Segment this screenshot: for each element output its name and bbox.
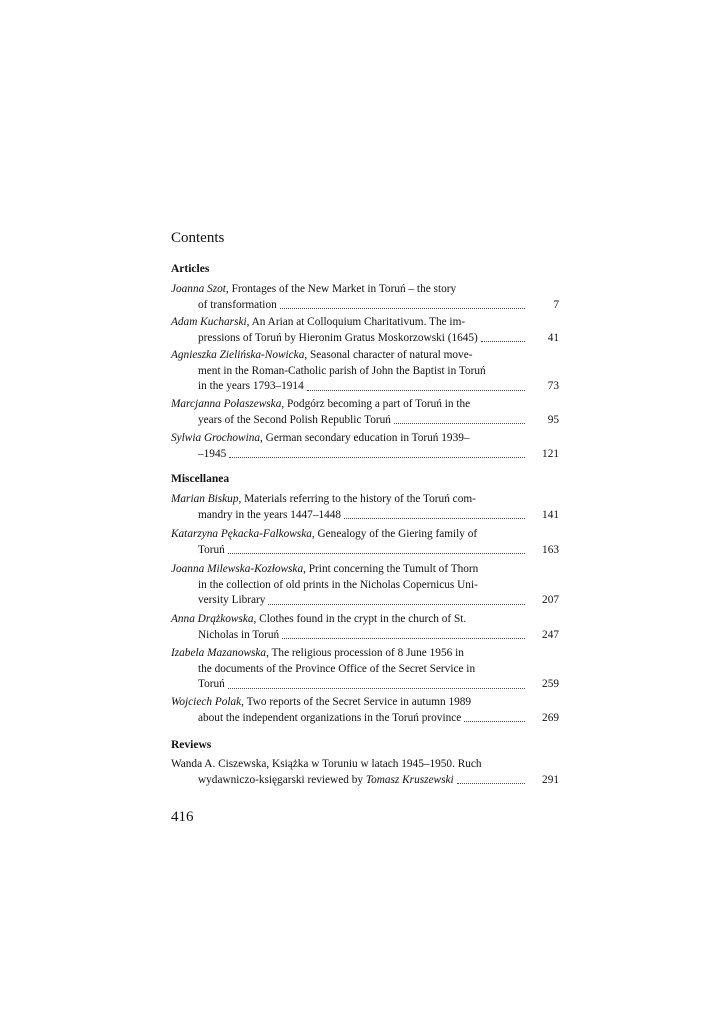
leader-dots [268, 604, 525, 605]
entry-line-last [171, 413, 559, 429]
entry-text-part: , An Arian at Colloquium Charitativum. The im- [246, 316, 466, 328]
entry-text [171, 283, 456, 295]
entry-line [171, 315, 559, 331]
entry-text-part: wydawniczo-księgarski reviewed by [198, 773, 366, 786]
entry-line-last [171, 773, 559, 789]
toc-entry [171, 562, 559, 609]
entry-author: Wojciech Polak [171, 696, 242, 708]
entry-text-part: versity Library [198, 594, 266, 606]
entry-author: Marcjanna Połaszewska [171, 398, 282, 410]
entry-author: Tomasz Kruszewski [365, 773, 454, 786]
entry-page-number: 95 [547, 413, 559, 426]
entry-page-number: 7 [553, 298, 559, 311]
entry-line [171, 364, 559, 380]
entry-text [198, 543, 225, 559]
entry-line-last [171, 543, 559, 559]
entry-text [171, 316, 465, 328]
entry-line-last [171, 447, 559, 463]
entry-text-part: Nicholas in Toruń [198, 628, 280, 641]
entry-text [171, 349, 472, 361]
toc-entry [171, 612, 559, 643]
entry-text [198, 508, 341, 524]
entry-text [171, 696, 471, 708]
entry-text-part: in the collection of old prints in the Nicholas Copernicus Uni- [198, 578, 478, 591]
toc-entry [171, 757, 559, 788]
entry-page-number: 259 [542, 678, 559, 690]
entry-text-part: pressions of Toruń by Hieronim Gratus Moskorzowski (1645) [198, 331, 478, 344]
entry-text-part: , Seasonal character of natural move- [304, 349, 473, 361]
entry-text [171, 493, 476, 505]
entry-author: Sylwia Grochowina [171, 432, 261, 444]
entry-line [171, 662, 559, 678]
toc-entry [171, 397, 559, 428]
entry-author: Anna Drążkowska [171, 613, 254, 625]
section-heading-articles: Articles [171, 263, 210, 275]
leader-dots [481, 341, 525, 342]
entry-author: Joanna Milewska-Kozłowska [171, 563, 304, 575]
entry-text [198, 579, 478, 591]
entry-author: Adam Kucharski [171, 316, 247, 328]
entry-page-number: 207 [542, 594, 559, 606]
entry-line [171, 527, 559, 543]
entry-line: Wanda A. Ciszewska, Książka w Toruniu w latach 1945–1950. Ruch [171, 758, 482, 770]
entry-text-part: , Materials referring to the history of the Toruń com- [238, 493, 476, 505]
entry-author: Joanna Szot [171, 283, 226, 295]
entry-line-last [171, 508, 559, 524]
entry-page-number: 141 [542, 508, 559, 521]
entry-text-part: ment in the Roman-Catholic parish of John the Baptist in Toruń [198, 364, 486, 377]
entry-page-number: 291 [542, 773, 559, 786]
entry-text [198, 365, 486, 377]
leader-dots [282, 638, 525, 639]
entry-author: Marian Biskup [171, 493, 239, 505]
entry-text-part: , Two reports of the Secret Service in autumn 1989 [241, 696, 472, 708]
entry-text-part: Toruń [198, 543, 225, 556]
entry-text [198, 298, 277, 314]
leader-dots [457, 783, 525, 784]
entry-text [171, 563, 478, 575]
leader-dots [344, 518, 525, 519]
entry-author: Agnieszka Zielińska-Nowicka [171, 349, 305, 361]
toc-entry [171, 431, 559, 462]
entry-text-part: of transformation [198, 298, 277, 311]
entry-text [171, 398, 470, 410]
entry-page-number: 73 [547, 380, 559, 392]
entry-text-part: mandry in the years 1447–1448 [198, 508, 342, 521]
entry-line-last [171, 677, 559, 693]
entry-text [198, 379, 304, 395]
entry-line [171, 562, 559, 578]
leader-dots [307, 390, 525, 391]
entry-line [171, 492, 559, 508]
entry-text-part: –1945 [198, 447, 227, 460]
entry-page-number: 269 [542, 711, 559, 724]
entry-text [198, 773, 454, 789]
section-heading-miscellanea: Miscellanea [171, 473, 230, 485]
page-number: 416 [171, 809, 194, 825]
entry-line-last [171, 711, 559, 727]
toc-entry [171, 527, 559, 558]
entry-text [171, 528, 477, 540]
page-title: Contents [171, 230, 225, 246]
section-heading-reviews: Reviews [171, 739, 212, 751]
entry-text-part: the documents of the Province Office of the Secret Service in [198, 662, 476, 675]
entry-line-last [171, 379, 559, 395]
entry-text-part: , Genealogy of the Giering family of [311, 528, 478, 540]
entry-line [171, 431, 559, 447]
entry-text [198, 593, 265, 609]
entry-text [171, 613, 466, 625]
toc-entry [171, 695, 559, 726]
entry-line [171, 578, 559, 594]
leader-dots [228, 688, 525, 689]
leader-dots [394, 423, 525, 424]
entry-line [171, 695, 559, 711]
entry-text [171, 432, 470, 444]
entry-author: Izabela Mazanowska [171, 647, 267, 659]
entry-text [198, 447, 226, 463]
entry-page-number: 247 [542, 628, 559, 641]
entry-line [171, 348, 559, 364]
entry-page-number: 121 [542, 447, 559, 460]
toc-entry [171, 315, 559, 346]
entry-text [198, 331, 478, 347]
entry-text-part: , The religious procession of 8 June 1956 in [266, 647, 464, 659]
leader-dots [228, 553, 525, 554]
entry-text-part: years of the Second Polish Republic Toruń [198, 413, 391, 426]
entry-line [171, 397, 559, 413]
entry-line-last [171, 593, 559, 609]
toc-entry [171, 646, 559, 693]
entry-line-last [171, 298, 559, 314]
entry-text [198, 663, 475, 675]
leader-dots [280, 308, 525, 309]
entry-text-part: about the independent organizations in the Toruń province [198, 711, 462, 724]
entry-author: Katarzyna Pękacka-Falkowska [171, 528, 312, 540]
toc-entry [171, 282, 559, 313]
entry-text [171, 647, 464, 659]
entry-text-part: Toruń [198, 678, 225, 690]
entry-text-part: , Print concerning the Tumult of Thorn [303, 563, 479, 575]
entry-text [198, 413, 391, 429]
entry-line-last [171, 331, 559, 347]
leader-dots [464, 721, 525, 722]
entry-text-part: , Frontages of the New Market in Toruń – the story [225, 283, 457, 295]
entry-text [198, 677, 225, 693]
entry-text [198, 711, 461, 727]
entry-text-part: in the years 1793–1914 [198, 380, 304, 392]
entry-text-part: , Podgórz becoming a part of Toruń in the [281, 398, 471, 410]
toc-entry [171, 348, 559, 395]
entry-line [171, 646, 559, 662]
entry-line [171, 282, 559, 298]
entry-page-number: 41 [547, 331, 559, 344]
toc-entry [171, 492, 559, 523]
entry-text [198, 628, 279, 644]
entry-line-last [171, 628, 559, 644]
leader-dots [229, 457, 525, 458]
entry-line [171, 612, 559, 628]
entry-page-number: 163 [542, 543, 559, 556]
entry-text-part: , German secondary education in Toruń 1939– [260, 432, 470, 444]
entry-text-part: , Clothes found in the crypt in the church of St. [253, 613, 467, 625]
